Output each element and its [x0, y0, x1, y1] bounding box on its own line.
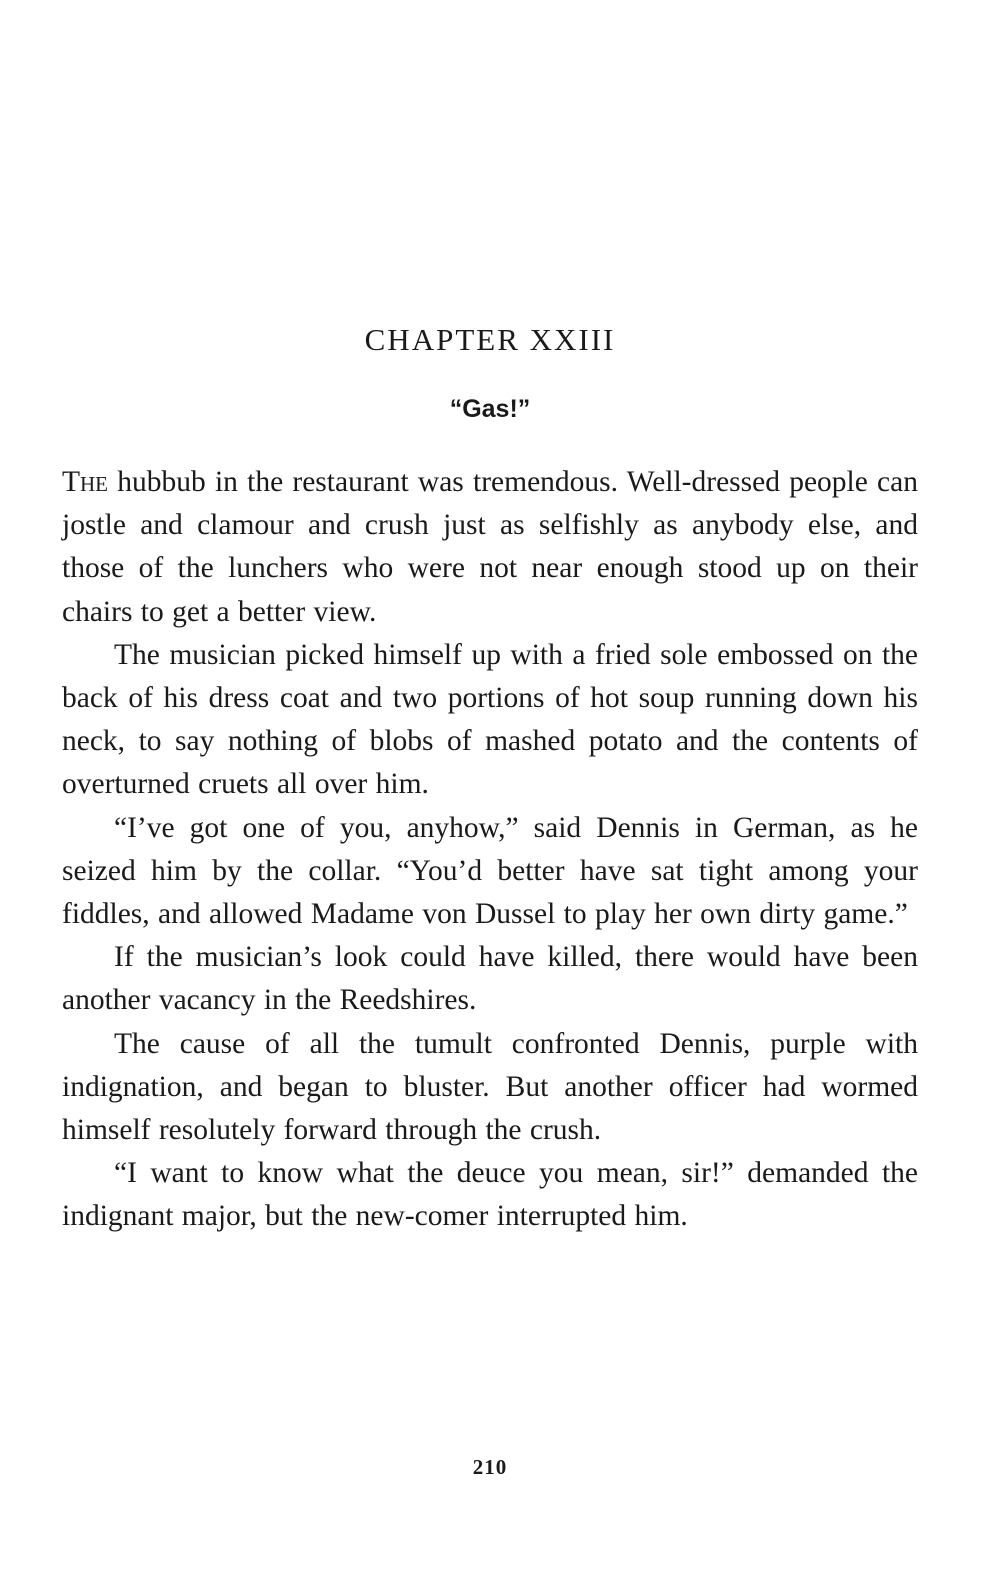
- page-number: 210: [472, 1455, 508, 1479]
- book-page: [62, 0, 918, 1588]
- paragraph-4: If the musician’s look could have killed, there would have been another vacancy in the Reedshires.: [62, 941, 918, 1017]
- paragraph-2: The musician picked himself up with a fried sole embossed on the back of his dress coat and two portions of hot soup running down his neck, to say nothing of blobs of mashed potato and the contents of overturned cruets all over him.: [62, 638, 918, 801]
- paragraph-6: “I want to know what the deuce you mean, sir!” demanded the indignant major, but the new-comer interrupted him.: [62, 1157, 918, 1233]
- chapter-body: [62, 461, 918, 1239]
- paragraph-lead-word: The: [62, 466, 109, 498]
- chapter-subtitle: “Gas!”: [449, 395, 531, 423]
- paragraph-5: The cause of all the tumult confronted Dennis, purple with indignation, and began to bluster. But another officer had wormed himself resolutely forward through the crush.: [62, 1027, 918, 1147]
- paragraph-text: hubbub in the restaurant was tremendous. Well-dressed people can jostle and clamour and crush just as selfishly as anybody else, and those of the lunchers who were not near enough stood up on their chairs to get a better view.: [62, 466, 918, 628]
- paragraph-1: [62, 461, 918, 634]
- chapter-heading: CHAPTER XXIII: [364, 322, 616, 357]
- paragraph-3: “I’ve got one of you, anyhow,” said Dennis in German, as he seized him by the collar. “You’d better have sat tight among your fiddles, and allowed Madame von Dussel to play her own dirty game.”: [62, 811, 918, 931]
